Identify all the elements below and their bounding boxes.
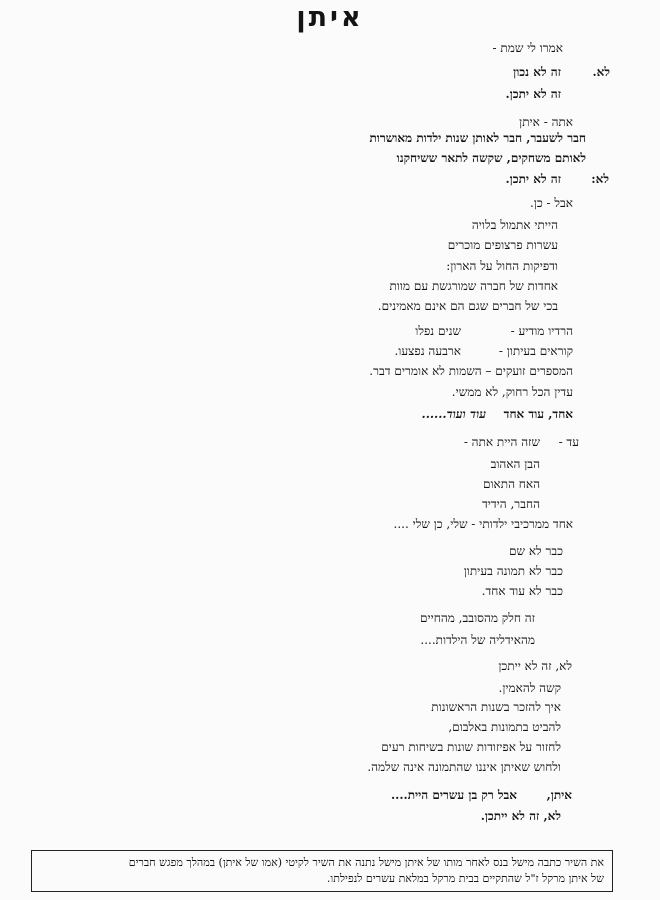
poem-line: מהאידליה של הילדות....	[420, 633, 535, 647]
poem-line: קוראים בעיתון -	[498, 344, 573, 358]
poem-line: האח התאום	[483, 477, 540, 491]
poem-line: זה חלק מהסובב, מהחיים	[419, 611, 535, 625]
poem-line: המספרים זועקים – השמות לא אומרים דבר.	[369, 364, 573, 378]
poem-line: אחד ממרכיבי ילדותי - שלי, כן שלי ....	[393, 517, 573, 531]
footnote-box	[31, 850, 613, 892]
poem-line: אתה - איתן	[519, 115, 573, 129]
poem-line: לאותם משחקים, שקשה לתאר ששיחקנו	[396, 151, 586, 165]
poem-line: עוד ועוד......	[421, 407, 486, 421]
poem-line: אמרו לי שמת -	[492, 41, 563, 55]
poem-line: קשה להאמין.	[498, 681, 561, 695]
poem-line: לא:	[591, 172, 609, 186]
poem-line: איך להזכר בשנות הראשונות	[431, 700, 561, 714]
poem-line: כבר לא שם	[509, 544, 563, 558]
poem-line: שזה היית אתה -	[463, 435, 540, 449]
poem-line: הייתי אתמול בלויה	[471, 218, 558, 232]
poem-line: החבר, הידיד	[481, 497, 540, 511]
footnote-line: של איתן מרקל ז"ל שהתקיים בבית מרקל במלאת עשרים לנפילתו.	[326, 872, 604, 885]
poem-line: שנים נפלו	[415, 324, 461, 338]
poem-line: ולחוש שאיתן איננו שהתמונה אינה שלמה.	[367, 760, 561, 774]
poem-line: הרדיו מודיע -	[510, 324, 573, 338]
poem-line: איתן,	[546, 788, 572, 802]
poem-line: אחד, עוד אחד	[503, 407, 573, 421]
poem-line: בכי של חברים שגם הם אינם מאמינים.	[377, 299, 558, 313]
poem-line: עשרות פרצופים מוכרים	[447, 238, 558, 252]
poem-line: אחדות של חברה שמורגשת עם מוות	[389, 279, 558, 293]
poem-line: חבר לשעבר, חבר לאותן שנות ילדות מאושרות	[369, 131, 586, 145]
poem-line: להביט בתמונות באלבום,	[448, 720, 561, 734]
poem-line: אבל - כן.	[529, 196, 573, 210]
poem-line: זה לא יתכן.	[505, 172, 561, 186]
poem-line: לחזור על אפיזודות שונות בשיחות רעים	[381, 740, 561, 754]
poem-title: איתן	[296, 2, 364, 33]
poem-line: לא, זה לא ייתכן	[498, 659, 572, 673]
poem-line: כבר לא תמונה בעיתון	[463, 564, 563, 578]
poem-line: ארבעה נפצעו.	[394, 344, 461, 358]
poem-line: זה לא נכון	[513, 65, 561, 79]
poem-line: זה לא יתכן.	[505, 87, 561, 101]
poem-line: הבן האהוב	[490, 457, 540, 471]
poem-line: אבל רק בן עשרים היית....	[390, 788, 517, 802]
poem-line: עד -	[558, 435, 579, 449]
poem-line: כבר לא עוד אחד.	[481, 584, 563, 598]
poem-line: לא, זה לא ייתכן.	[480, 809, 561, 823]
poem-line: ודפיקות החול על הארון:	[446, 259, 558, 273]
poem-line: לא.	[592, 65, 610, 79]
footnote-line: את השיר כתבה מישל בנס לאחר מותו של איתן מישל נתנה את השיר לקיטי (אמו של איתן) במהלך מפגש חברים	[128, 856, 604, 869]
poem-line: עדין הכל רחוק, לא ממשי.	[451, 385, 573, 399]
